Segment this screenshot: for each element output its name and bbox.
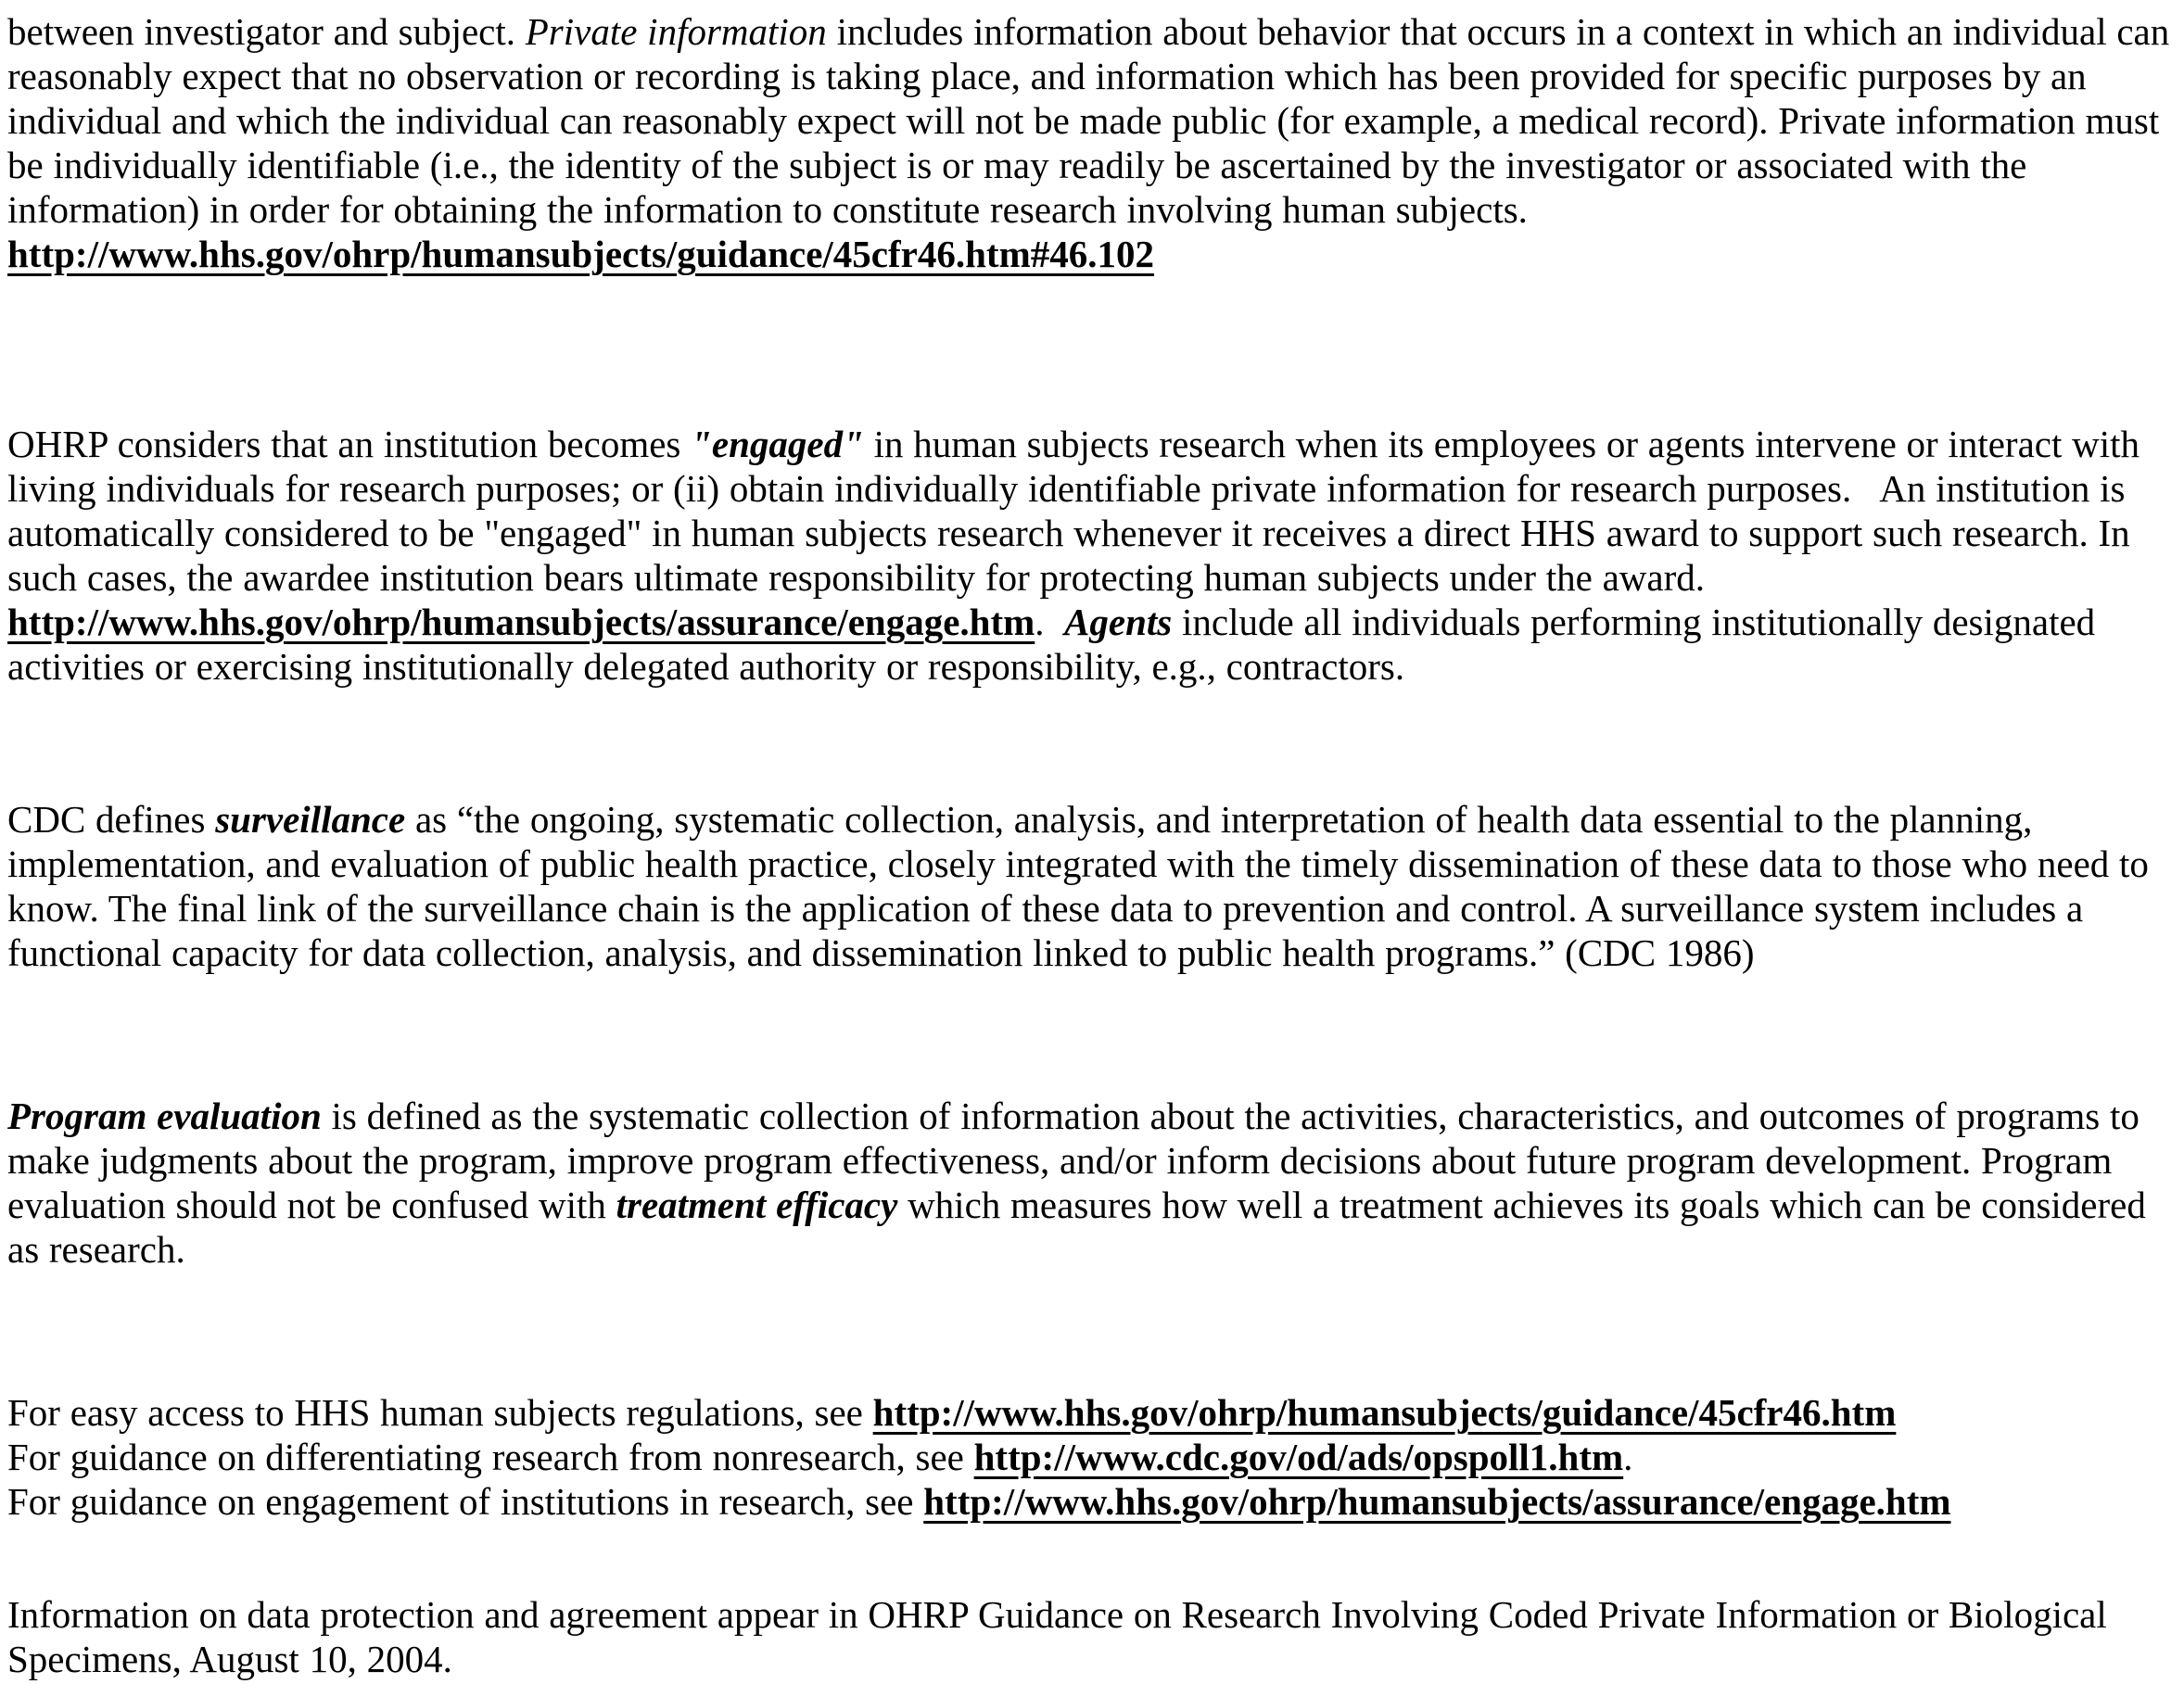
text-run: between investigator and subject.	[7, 10, 526, 53]
resource-link-line-nonresearch	[7, 1435, 2171, 1479]
paragraph-coded-specimens-guidance	[7, 1592, 2171, 1681]
emphasized-term: Agents	[1064, 601, 1173, 643]
hyperlink[interactable]: http://www.hhs.gov/ohrp/humansubjects/guidance/45cfr46.htm#46.102	[7, 233, 1154, 275]
text-run: .	[1623, 1436, 1633, 1478]
text-run: .	[1035, 601, 1065, 643]
text-run: which measures how well a treatment achieves its goals which can be considered as research.	[7, 1184, 2146, 1271]
emphasized-term: surveillance	[215, 798, 406, 841]
hyperlink[interactable]: http://www.hhs.gov/ohrp/humansubjects/assurance/engage.htm	[7, 601, 1035, 643]
resource-link-line-engagement	[7, 1479, 2171, 1524]
text-run: For easy access to HHS human subjects regulations, see	[7, 1391, 873, 1434]
text-run: is defined as the systematic collection of information about the activities, characteristics, and outcomes of programs to make judgments about the program, improve program effectiveness, and/or inform decisions about future program development. Program evaluation should not be confused with	[7, 1095, 2140, 1226]
text-run: in human subjects research when its employees or agents intervene or interact with living individuals for research purposes; or (ii) obtain individually identifiable private information for research purposes. An institution is automatically considered to be "engaged" in human subjects research whenever it receives a direct HHS award to support such research. In such cases, the awardee institution bears ultimate responsibility for protecting human subjects under the award.	[7, 423, 2140, 599]
text-run: Information on data protection and agreement appear in OHRP Guidance on Research Involving Coded Private Information or Biological Specimens, August 10, 2004.	[7, 1593, 2107, 1680]
emphasized-term: "engaged"	[691, 423, 864, 465]
hyperlink[interactable]: http://www.hhs.gov/ohrp/humansubjects/guidance/45cfr46.htm	[872, 1391, 1897, 1434]
text-run: as “the ongoing, systematic collection, analysis, and interpretation of health data essential to the planning, implementation, and evaluation of public health practice, closely integrated with the timely dissemination of these data to those who need to know. The final link of the surveillance chain is the application of these data to prevention and control. A surveillance system includes a functional capacity for data collection, analysis, and dissemination linked to public health programs.” (CDC 1986)	[7, 798, 2149, 974]
guidance-45cfr46-url-line	[7, 232, 2171, 276]
hyperlink[interactable]: http://www.hhs.gov/ohrp/humansubjects/assurance/engage.htm	[923, 1480, 1951, 1523]
emphasized-term: treatment efficacy	[616, 1184, 898, 1226]
text-run: For guidance on differentiating research from nonresearch, see	[7, 1436, 974, 1478]
emphasized-term: Program evaluation	[7, 1095, 322, 1137]
paragraph-engaged-institutions	[7, 422, 2171, 689]
text-run: include all individuals performing institutionally designated activities or exercising institutionally delegated authority or responsibility, e.g., contractors.	[7, 601, 2096, 688]
italic-term: Private information	[525, 10, 827, 53]
paragraph-private-information	[7, 9, 2171, 232]
text-run: includes information about behavior that occurs in a context in which an individual can reasonably expect that no observation or recording is taking place, and information which has been provided for specific purposes by an individual and which the individual can reasonably expect will not be made public (for example, a medical record). Private information must be individually identifiable (i.e., the identity of the subject is or may readily be ascertained by the investigator or associated with the information) in order for obtaining the information to constitute research involving human subjects.	[7, 10, 2170, 231]
text-run: CDC defines	[7, 798, 216, 841]
hyperlink[interactable]: http://www.cdc.gov/od/ads/opspoll1.htm	[973, 1436, 1624, 1478]
resource-link-line-regulations	[7, 1390, 2171, 1435]
text-run: OHRP considers that an institution becomes	[7, 423, 692, 465]
text-run: For guidance on engagement of institutions in research, see	[7, 1480, 924, 1523]
paragraph-surveillance-definition	[7, 797, 2171, 975]
paragraph-program-evaluation-definition	[7, 1094, 2171, 1272]
